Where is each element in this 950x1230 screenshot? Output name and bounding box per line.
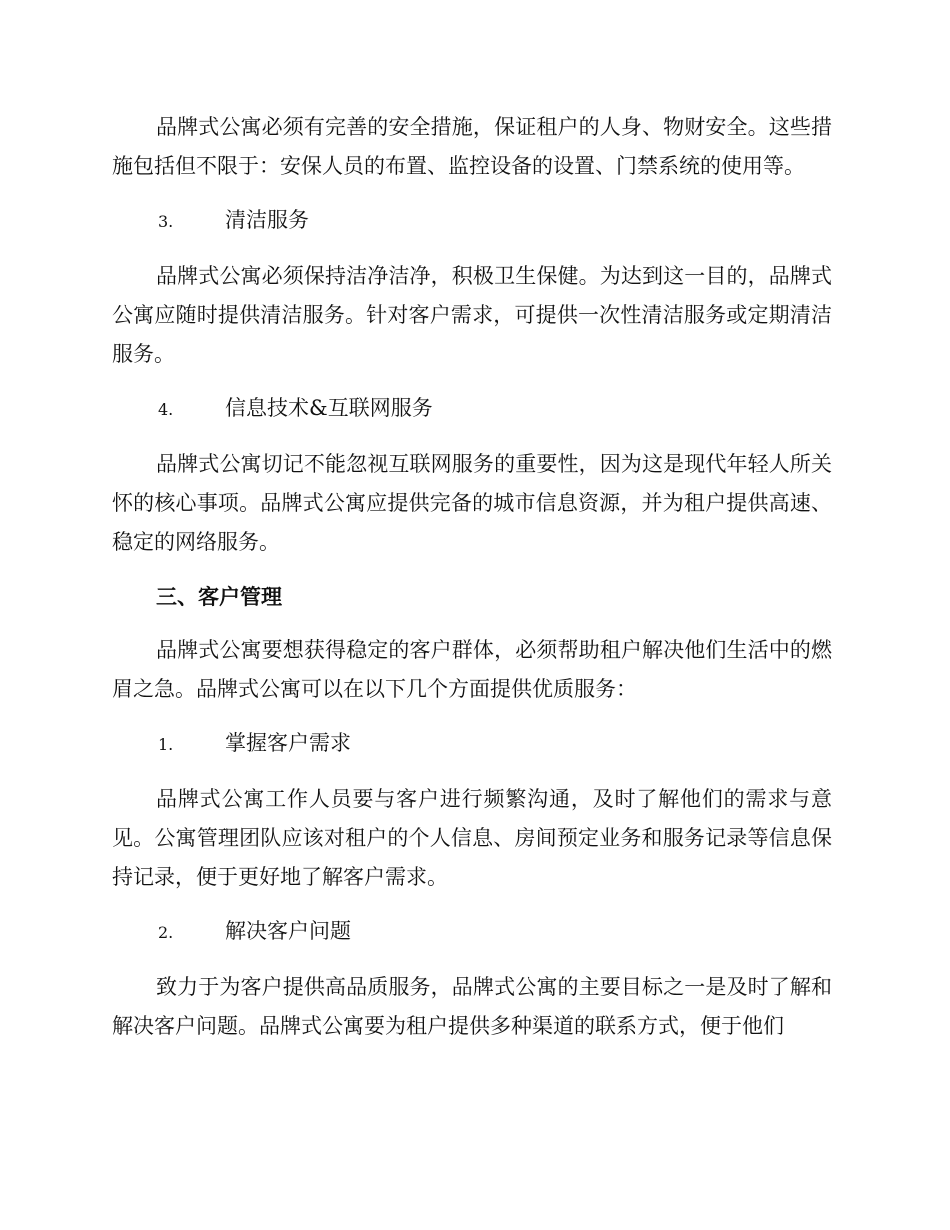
section-heading-customer-management: 三、客户管理 [156,584,282,609]
list-title: 掌握客户需求 [225,731,351,755]
paragraph-customer-needs: 品牌式公寓工作人员要与客户进行频繁沟通，及时了解他们的需求与意见。公寓管理团队应该对租户的个人信息、房间预定业务和服务记录等信息保持记录，便于更好地了解客户需求。 [112,787,832,889]
list-number: 1. [158,735,174,754]
list-item-cleaning-service [112,201,832,241]
list-title: 信息技术&互联网服务 [225,396,433,420]
list-title: 解决客户问题 [225,919,351,943]
list-item-customer-problems [112,912,832,952]
paragraph-security-measures: 品牌式公寓必须有完善的安全措施，保证租户的人身、物财安全。这些措施包括但不限于：安保人员的布置、监控设备的设置、门禁系统的使用等。 [112,115,832,178]
paragraph-cleaning-service: 品牌式公寓必须保持洁净洁净，积极卫生保健。为达到这一目的，品牌式公寓应随时提供清洁服务。针对客户需求，可提供一次性清洁服务或定期清洁服务。 [112,264,832,366]
list-number: 4. [158,400,174,419]
list-title: 清洁服务 [225,208,309,232]
paragraph-customer-management-intro: 品牌式公寓要想获得稳定的客户群体，必须帮助租户解决他们生活中的燃眉之急。品牌式公寓可以在以下几个方面提供优质服务： [112,638,832,701]
paragraph-internet-service: 品牌式公寓切记不能忽视互联网服务的重要性，因为这是现代年轻人所关怀的核心事项。品牌式公寓应提供完备的城市信息资源，并为租户提供高速、稳定的网络服务。 [112,452,832,554]
paragraph-customer-problems: 致力于为客户提供高品质服务，品牌式公寓的主要目标之一是及时了解和解决客户问题。品牌式公寓要为租户提供多种渠道的联系方式，便于他们 [112,975,832,1038]
document-body [112,108,832,1061]
list-number: 2. [158,923,174,942]
list-item-internet-service [112,389,832,429]
list-number: 3. [158,212,174,231]
list-item-customer-needs [112,724,832,764]
